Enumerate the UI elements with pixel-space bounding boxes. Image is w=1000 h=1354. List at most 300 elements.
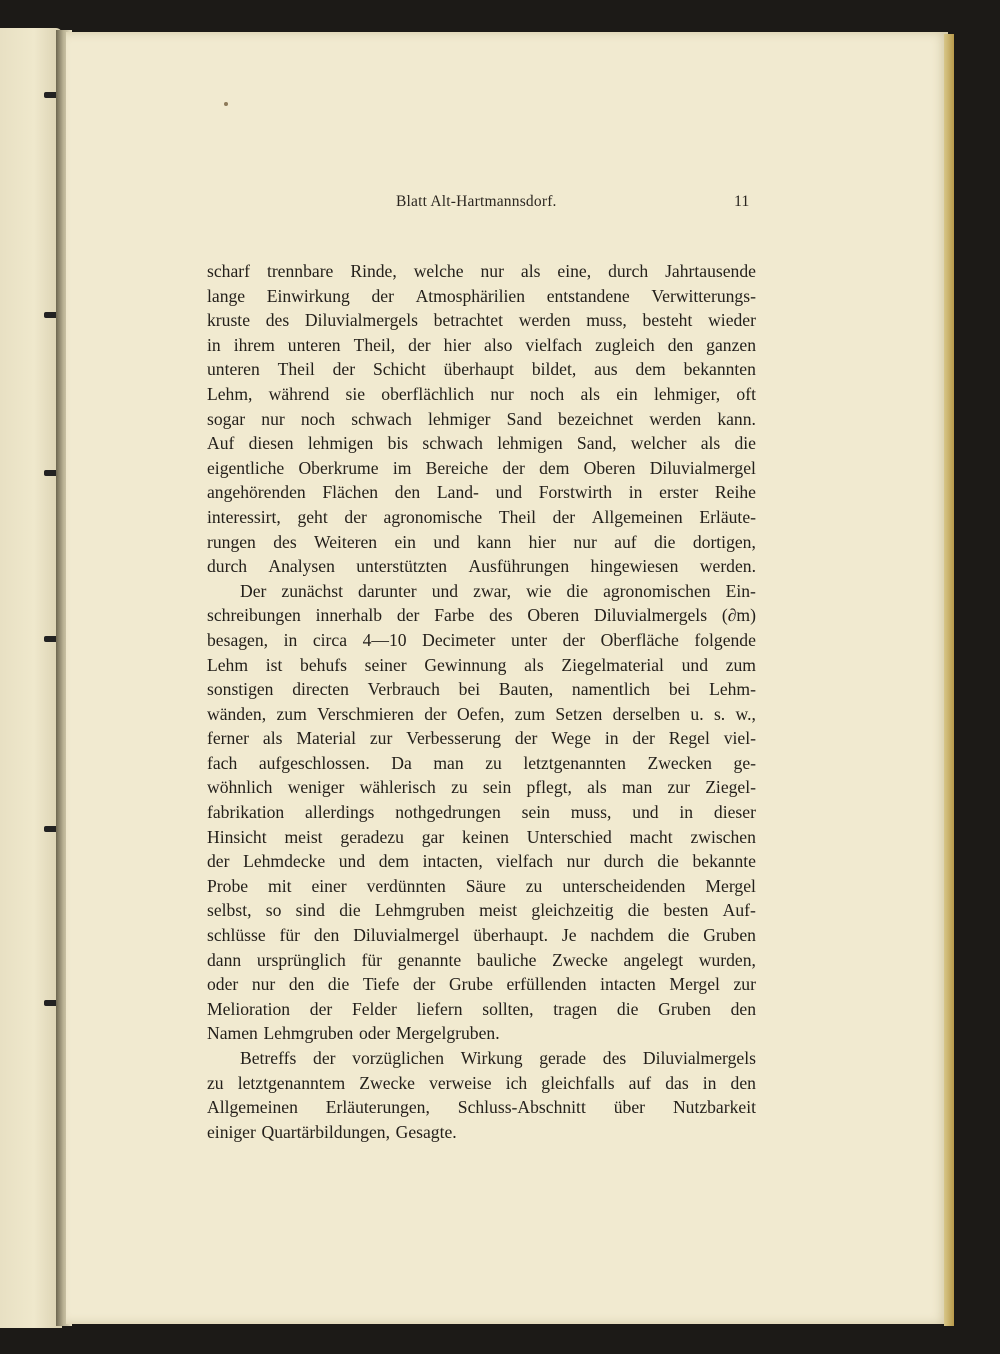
word: hier — [443, 334, 472, 355]
previous-page-edge — [0, 28, 62, 1328]
word: viel- — [723, 728, 756, 749]
word: und — [495, 482, 523, 503]
text-line — [207, 726, 756, 751]
word: des — [265, 310, 290, 331]
word: unterstützten — [356, 556, 448, 577]
word: Verbrauch — [367, 679, 440, 700]
word: die — [667, 925, 690, 946]
word: Gewinnung — [424, 654, 507, 675]
word: Regel — [668, 728, 710, 749]
word: die — [653, 531, 676, 552]
word: zum — [514, 703, 546, 724]
word: gerade — [539, 1048, 587, 1068]
text-line — [207, 333, 756, 358]
word: Diluvialmergels — [304, 310, 418, 331]
word: der — [412, 974, 436, 995]
word: hingewiesen — [590, 556, 679, 577]
word: als — [700, 433, 721, 454]
word: Oefen, — [457, 703, 505, 724]
running-title: Blatt Alt-Hartmannsdorf. — [396, 193, 557, 210]
text-line — [207, 382, 756, 407]
word: besten — [663, 900, 709, 921]
text-line — [207, 259, 756, 284]
word: nur — [573, 531, 597, 552]
word: tragen — [553, 998, 598, 1019]
text-line — [207, 628, 756, 653]
word: derselben — [612, 703, 681, 724]
page-number: 11 — [734, 193, 750, 210]
body-text — [207, 259, 756, 1144]
word: Tiefe — [362, 974, 400, 995]
word: Verwitterungs- — [651, 285, 756, 306]
word: Diluvialmergels — [642, 1048, 756, 1068]
text-line — [207, 677, 756, 702]
word: agronomischen — [603, 580, 711, 601]
text-line — [207, 1120, 756, 1145]
word: werden — [649, 408, 702, 429]
word: die — [339, 900, 361, 921]
word: vielfach — [525, 334, 583, 355]
word: lehmiger, — [653, 383, 721, 404]
word: behufs — [300, 654, 347, 675]
word: Mergelgruben. — [395, 1023, 500, 1044]
word: man — [621, 777, 653, 798]
word: Verschmieren — [317, 703, 414, 724]
word: Diluvialmergel — [649, 457, 756, 478]
word: scharf — [207, 261, 250, 281]
word: Oberen — [583, 457, 636, 478]
text-line — [207, 456, 756, 481]
word: ursprünglich — [256, 949, 346, 970]
word: oft — [736, 383, 756, 404]
word: unterscheidenden — [562, 875, 686, 896]
word: muss, — [586, 310, 627, 331]
word: Probe — [207, 875, 249, 896]
word: nur — [566, 851, 591, 872]
word: circa — [312, 629, 348, 650]
word: der — [371, 285, 394, 306]
word: Wirkung — [460, 1048, 523, 1068]
word: ein — [616, 383, 638, 404]
word: ge- — [733, 752, 756, 773]
word: werden — [518, 310, 571, 331]
word: lehmiger — [427, 408, 491, 429]
word: dieser — [713, 802, 756, 823]
word: dortigen, — [692, 531, 756, 552]
word: überhaupt. — [473, 925, 549, 946]
word: sollten, — [482, 998, 534, 1019]
text-line — [207, 357, 756, 382]
word: nur — [261, 408, 285, 429]
word: rungen — [207, 531, 256, 552]
word: bildet, — [531, 359, 577, 380]
word: eine, — [557, 261, 592, 281]
word: erster — [659, 482, 699, 503]
word: als — [262, 728, 283, 749]
word: Gruben — [703, 925, 756, 946]
running-head — [66, 193, 948, 217]
word: Quartärbildungen, — [261, 1121, 390, 1142]
word: unter — [510, 629, 548, 650]
word: intacten, — [422, 851, 483, 872]
word: zum — [276, 703, 307, 724]
word: zur — [733, 974, 756, 995]
word: ist — [265, 654, 283, 675]
word: vorzüglichen — [352, 1048, 445, 1068]
word: unteren — [207, 359, 260, 380]
text-line — [207, 1021, 756, 1046]
word: Allgemeinen — [207, 1097, 298, 1118]
word: der — [313, 1048, 336, 1068]
paper-speck — [224, 102, 228, 106]
text-line — [207, 308, 756, 333]
text-line — [207, 579, 756, 604]
word: namentlich — [571, 679, 651, 700]
word: nur — [251, 974, 276, 995]
word: durch — [608, 261, 649, 281]
word: Gesagte. — [395, 1121, 457, 1142]
word: besagen, — [207, 629, 269, 650]
word: einer — [311, 875, 347, 896]
word: ich — [505, 1072, 528, 1093]
word: zunächst — [281, 580, 343, 601]
word: darunter — [358, 580, 417, 601]
word: zu — [485, 752, 502, 773]
word: Erläuterungen, — [325, 1097, 430, 1118]
word: der — [207, 851, 230, 872]
word: den — [394, 482, 421, 503]
word: als — [524, 654, 544, 675]
word: das — [665, 1072, 689, 1093]
word: Allgemeinen — [591, 506, 683, 527]
book-page — [66, 32, 948, 1324]
text-line — [207, 702, 756, 727]
word: als — [580, 383, 600, 404]
text-line — [207, 751, 756, 776]
word: Oberkrume — [298, 457, 379, 478]
word: sie — [345, 383, 366, 404]
word: wänden, — [207, 703, 267, 724]
word: geht — [297, 506, 328, 527]
text-line — [207, 972, 756, 997]
word: sind — [295, 900, 325, 921]
word: Der — [240, 580, 267, 601]
word: wählerisch — [359, 777, 436, 798]
word: zwischen — [690, 826, 756, 847]
word: die — [616, 998, 639, 1019]
word: in — [207, 334, 221, 355]
word: Lehm, — [207, 383, 253, 404]
word: oberflächlich — [381, 383, 475, 404]
word: und — [433, 531, 460, 552]
word: zur — [369, 728, 393, 749]
word: bekannte — [692, 851, 756, 872]
word: Oberfläche — [600, 629, 679, 650]
word: der — [396, 605, 420, 626]
word: der — [562, 629, 586, 650]
word: zum — [725, 654, 756, 675]
text-line — [207, 505, 756, 530]
word: selbst, — [207, 900, 252, 921]
word: s. — [713, 703, 726, 724]
word: folgende — [694, 629, 756, 650]
word: der — [332, 359, 356, 380]
word: in — [702, 1072, 717, 1093]
word: Nutzbarkeit — [672, 1097, 756, 1118]
page-edge — [944, 34, 954, 1326]
word: vielfach — [496, 851, 554, 872]
word: eigentliche — [207, 457, 285, 478]
word: sonstigen — [207, 679, 274, 700]
word: wurden, — [698, 949, 756, 970]
text-line — [207, 825, 756, 850]
word: Analysen — [268, 556, 335, 577]
word: der — [309, 998, 333, 1019]
text-line — [207, 653, 756, 678]
word: schreibungen — [207, 605, 301, 626]
word: noch — [530, 383, 565, 404]
word: Lehm- — [709, 679, 756, 700]
word: Setzen — [555, 703, 603, 724]
word: Auf — [207, 433, 235, 454]
word: durch — [603, 851, 644, 872]
text-line — [207, 874, 756, 899]
word: Theil — [277, 359, 315, 380]
word: in — [283, 629, 298, 650]
word: Diluvialmergels — [594, 605, 708, 626]
word: letztgenannten — [523, 752, 626, 773]
word: Schicht — [372, 359, 426, 380]
word: als — [587, 777, 607, 798]
text-line — [207, 1046, 756, 1071]
word: Weiteren — [314, 531, 378, 552]
word: Wege — [551, 728, 591, 749]
word: für — [361, 949, 382, 970]
word: Mergel — [705, 875, 756, 896]
word: meist — [479, 900, 518, 921]
word: Lehm — [207, 654, 249, 675]
word: sein — [521, 802, 550, 823]
word: Gruben — [658, 998, 711, 1019]
word: des — [273, 531, 297, 552]
word: dem — [378, 851, 410, 872]
word: gleichfalls — [541, 1072, 615, 1093]
word: Ausführungen — [468, 556, 570, 577]
word: Forstwirth — [538, 482, 613, 503]
word: und — [681, 654, 709, 675]
word: Hinsicht — [207, 826, 267, 847]
word: die — [657, 851, 679, 872]
word: die — [734, 433, 756, 454]
word: Material — [296, 728, 356, 749]
word: bei — [458, 679, 481, 700]
text-line — [207, 1095, 756, 1120]
word: der — [344, 506, 367, 527]
word: agronomische — [383, 506, 483, 527]
word: Diluvialmergel — [353, 925, 460, 946]
word: auf — [614, 531, 637, 552]
word: angelegt — [623, 949, 684, 970]
word: Farbe — [434, 605, 475, 626]
word: den — [730, 998, 756, 1019]
word: werden. — [699, 556, 756, 577]
word: Melioration — [207, 998, 291, 1019]
word: bei — [668, 679, 691, 700]
word: die — [327, 974, 350, 995]
word: betrachtet — [433, 310, 504, 331]
word: Theil, — [353, 334, 396, 355]
word: Lehmdecke — [243, 851, 326, 872]
word: verweise — [429, 1072, 492, 1093]
word: man — [433, 752, 464, 773]
word: zwar, — [473, 580, 512, 601]
word: Zwecken — [647, 752, 712, 773]
word: nachdem — [590, 925, 654, 946]
text-line — [207, 554, 756, 579]
word: bekannten — [683, 359, 756, 380]
word: Grube — [448, 974, 493, 995]
word: welche — [413, 261, 464, 281]
word: Säure — [465, 875, 506, 896]
word: Flächen — [322, 482, 379, 503]
word: wieder — [708, 310, 756, 331]
word: in — [679, 802, 694, 823]
word: Je — [561, 925, 577, 946]
word: gleichzeitig — [531, 900, 614, 921]
word: pflegt, — [526, 777, 572, 798]
word: nothgedrungen — [395, 802, 501, 823]
word: schwach — [422, 433, 483, 454]
word: lange — [207, 285, 246, 306]
text-line — [207, 284, 756, 309]
word: und — [338, 851, 366, 872]
word: des — [602, 1048, 627, 1068]
word: allerdings — [305, 802, 375, 823]
word: Bereiche — [425, 457, 489, 478]
word: u. — [690, 703, 704, 724]
word: fabrikation — [207, 802, 285, 823]
word: Lehmgruben — [263, 1023, 354, 1044]
word: aufgeschlossen. — [258, 752, 370, 773]
word: geradezu — [340, 826, 404, 847]
word: des — [489, 605, 513, 626]
word: der — [424, 703, 447, 724]
text-line — [207, 923, 756, 948]
word: wie — [526, 580, 552, 601]
word: Atmosphärilien — [415, 285, 526, 306]
word: sogar — [207, 408, 246, 429]
word: so — [265, 900, 282, 921]
word: gar — [421, 826, 445, 847]
word: Ziegel- — [705, 777, 756, 798]
text-line — [207, 1071, 756, 1096]
word: sein — [482, 777, 512, 798]
word: angehörenden — [207, 482, 306, 503]
text-line — [207, 849, 756, 874]
word: Theil — [498, 506, 537, 527]
word: verdünnten — [366, 875, 446, 896]
word: Auf- — [722, 900, 756, 921]
word: muss, — [570, 802, 612, 823]
word: welcher — [630, 433, 687, 454]
word: der — [552, 506, 576, 527]
word: weniger — [287, 777, 345, 798]
word: bezeichnet — [558, 408, 634, 429]
word: Zwecke — [359, 1072, 415, 1093]
word: die — [566, 580, 589, 601]
word: über — [613, 1097, 646, 1118]
word: den — [313, 925, 340, 946]
word: innerhalb — [315, 605, 383, 626]
word: zur — [667, 777, 690, 798]
word: hier — [528, 531, 556, 552]
word: fach — [207, 752, 238, 773]
word: also — [484, 334, 513, 355]
word: und — [431, 580, 459, 601]
word: mit — [268, 875, 292, 896]
word: den — [288, 974, 315, 995]
text-line — [207, 948, 756, 973]
word: interessirt, — [207, 506, 281, 527]
word: dann — [207, 949, 242, 970]
word: Land- — [436, 482, 479, 503]
word: der — [514, 728, 538, 749]
word: und — [632, 802, 659, 823]
word: in — [604, 728, 619, 749]
text-line — [207, 603, 756, 628]
word: Verbesserung — [406, 728, 502, 749]
text-line — [207, 407, 756, 432]
word: liefern — [416, 998, 463, 1019]
word: den — [667, 334, 694, 355]
word: Rinde, — [350, 261, 397, 281]
word: bis — [387, 433, 409, 454]
word: diesen — [248, 433, 294, 454]
word: letztgenanntem — [237, 1072, 346, 1093]
word: Felder — [351, 998, 397, 1019]
word: Reihe — [714, 482, 756, 503]
word: dem — [635, 359, 666, 380]
word: durch — [207, 556, 248, 577]
word: Lehmgruben — [374, 900, 465, 921]
word: lehmigen — [307, 433, 374, 454]
word: Bauten, — [498, 679, 554, 700]
word: Da — [391, 752, 412, 773]
word: einiger — [207, 1121, 256, 1142]
word: genannte — [397, 949, 462, 970]
word: zu — [525, 875, 543, 896]
word: den — [730, 1072, 756, 1093]
word: oder — [358, 1023, 391, 1044]
word: besteht — [642, 310, 693, 331]
word: meist — [284, 826, 323, 847]
word: auf — [628, 1072, 652, 1093]
word: Einwirkung — [266, 285, 350, 306]
word: Sand — [506, 408, 542, 429]
text-line — [207, 431, 756, 456]
word: zu — [207, 1072, 224, 1093]
word: oder — [207, 974, 239, 995]
word: w., — [735, 703, 756, 724]
word: Decimeter — [422, 629, 496, 650]
word: kruste — [207, 310, 250, 331]
word: Ein- — [725, 580, 756, 601]
word: Betreffs — [240, 1048, 297, 1068]
word: trennbare — [266, 261, 334, 281]
word: Namen — [207, 1023, 258, 1044]
word: Jahrtausende — [665, 261, 756, 281]
text-line — [207, 800, 756, 825]
